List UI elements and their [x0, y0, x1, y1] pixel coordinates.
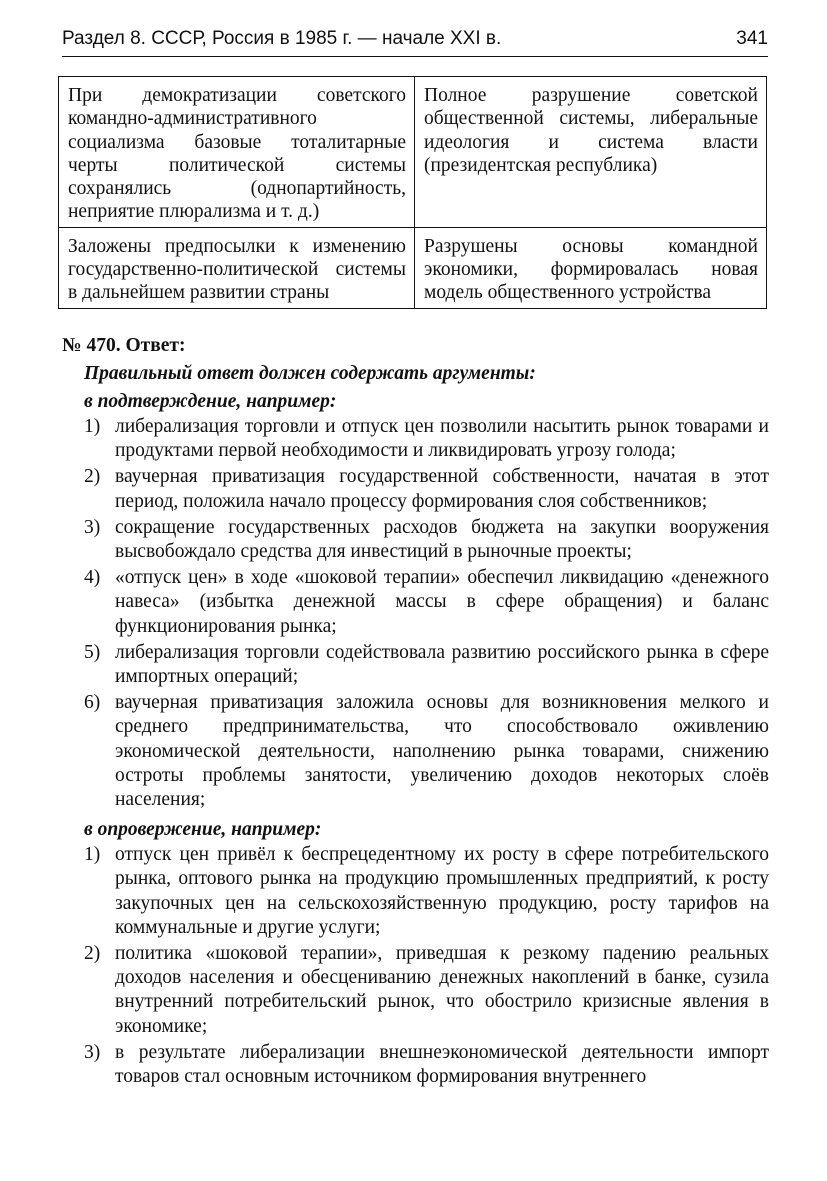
running-title: Раздел 8. СССР, Россия в 1985 г. — начале XXI в.	[62, 28, 502, 49]
table-cell: Разрушены основы командной экономики, формировалась новая модель общественного устройства	[415, 227, 767, 308]
page-number: 341	[736, 28, 768, 49]
list-item	[62, 843, 769, 940]
confirm-heading: в подтверждение, например:	[84, 391, 337, 412]
list-item-text: ваучерная приватизация государственной собственности, начатая в этот период, положила начало процессу формирования слоя собственников;	[115, 466, 769, 512]
list-marker: 1)	[84, 844, 101, 866]
table-cell: Заложены предпосылки к изменению государственно-политической системы в дальнейшем развитии страны	[59, 227, 415, 308]
refute-list	[62, 843, 769, 1089]
list-item-text: политика «шоковой терапии», приведшая к резкому падению реальных доходов населения и обесцениванию денежных накоплений в банке, сузила внутренний потребительский рынок, что обострило кризисные явления в экономике;	[115, 943, 769, 1037]
page-header	[62, 26, 768, 56]
list-item-text: сокращение государственных расходов бюджета на закупки вооружения высвобождало средства для инвестиций в рыночные проекты;	[115, 516, 769, 563]
table-cell: При демократизации советского командно-административного социализма базовые тоталитарные черты политической системы сохранялись (однопартийность, неприятие плюрализма и т. д.)	[59, 77, 415, 228]
comparison-table	[58, 76, 767, 309]
list-marker: 2)	[84, 943, 101, 965]
list-item-text: «отпуск цен» в ходе «шоковой терапии» обеспечил ликвидацию «денежного навеса» (избытка денежной массы в сфере обращения) и баланс функционирования рынка;	[115, 567, 769, 637]
list-item-text: отпуск цен привёл к беспрецедентному их росту в сфере потребительского рынка, оптового рынка на продукцию промышленных предприятий, к росту закупочных цен на сельскохозяйственную продукцию, росту тарифов на коммунальные и другие услуги;	[115, 844, 769, 938]
list-marker: 4)	[84, 567, 101, 589]
answer-number: № 470. Ответ:	[62, 335, 186, 356]
list-item	[62, 566, 769, 639]
list-item	[62, 942, 769, 1039]
list-marker: 3)	[84, 516, 101, 538]
list-item	[62, 465, 769, 513]
list-marker: 6)	[84, 692, 101, 714]
list-item	[62, 516, 769, 564]
answer-intro: Правильный ответ должен содержать аргументы:	[84, 363, 536, 384]
list-item	[62, 415, 769, 463]
table-row	[59, 77, 767, 228]
list-item-text: либерализация торговли и отпуск цен позволили насытить рынок товарами и продуктами первой необходимости и ликвидировать угрозу голода;	[115, 416, 769, 462]
list-item	[62, 641, 769, 689]
list-item-text: в результате либерализации внешнеэкономической деятельности импорт товаров стал основным источником формирования внутреннего	[115, 1041, 769, 1088]
list-marker: 3)	[84, 1041, 101, 1063]
list-item-text: ваучерная приватизация заложила основы для возникновения мелкого и среднего предпринимательства, что способствовало оживлению экономической деятельности, наполнению рынка товарами, снижению остроты проблемы занятости, увеличению доходов некоторых слоёв населения;	[115, 692, 769, 811]
table-row	[59, 227, 767, 308]
answer-section	[62, 331, 769, 1093]
list-marker: 2)	[84, 466, 101, 488]
header-rule	[62, 56, 768, 57]
refute-heading: в опровержение, например:	[84, 819, 322, 841]
list-item	[62, 1041, 769, 1089]
confirm-list	[62, 415, 769, 812]
table-cell: Полное разрушение советской общественной системы, либеральные идеология и система власти (президентская республика)	[415, 77, 767, 228]
list-marker: 1)	[84, 416, 101, 437]
list-marker: 5)	[84, 641, 101, 663]
list-item-text: либерализация торговли содействовала развитию российского рынка в сфере импортных операций;	[115, 641, 769, 688]
list-item	[62, 691, 769, 812]
